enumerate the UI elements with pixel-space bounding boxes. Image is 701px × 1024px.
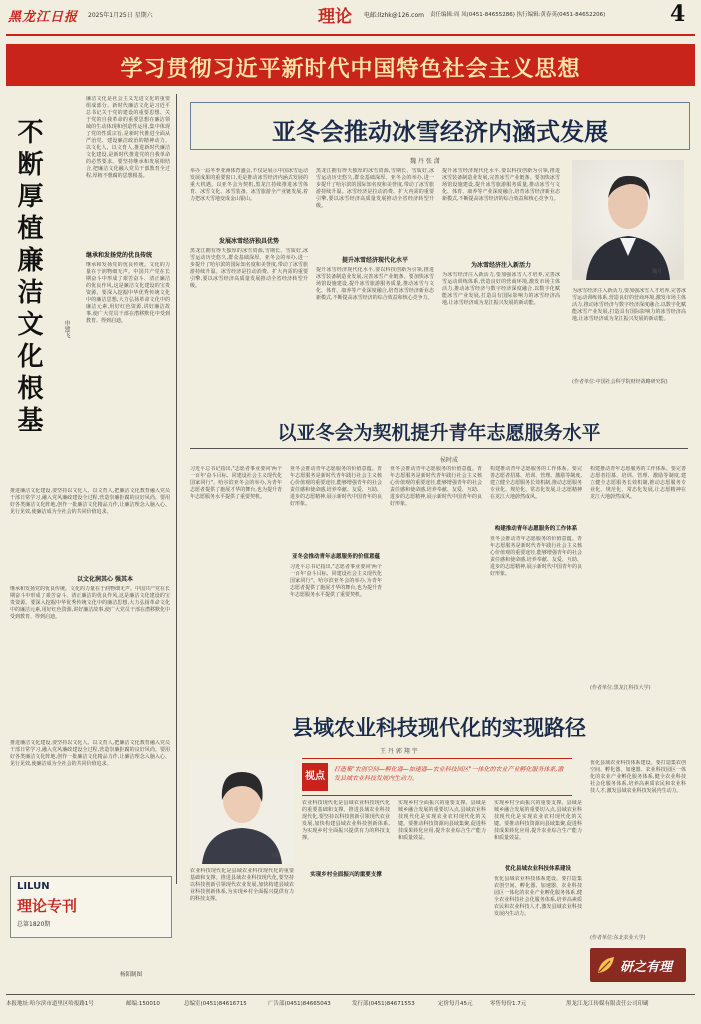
left-article-body-4: 继承和发扬党的优良传统。文化的力量在于润物细无声。中国共产党在长期奋斗中形成了艰苦奋斗、清正廉洁的优良作风,这是廉洁文化建设的宝贵资源。要深入挖掘中华优秀传统文化中的廉洁思想,大力弘扬革命文化中的廉洁元素,用好红色资源,讲好廉洁故事,使广大党员干部在潜移默化中受到教育、得到启迪。 xyxy=(10,586,170,620)
article3-col4b: 优化县域农业科技体系建设。要打造集农创空间、孵化器、加速器、农业科技园区一体化的农业产业孵化服务体系,健全农业科技社会化服务体系,培养高素质农民和农业科技人才,激发县域农业科技发展内生动力。 xyxy=(494,876,582,917)
article1-subhead-2: 提升冰雪经济现代化水平 xyxy=(341,257,408,264)
article1-note: (作者单位:中国社会科学院财经战略研究院) xyxy=(572,379,668,385)
article2-col2: 亚冬会推动青年志愿服务的价值意蕴。青年志愿服务是新时代青年践行社会主义核心价值观的重要途径,能够增强青年的社会责任感和使命感,培养奉献、友爱、互助、进步的志愿精神,展示新时代中国青年的良好形象。 xyxy=(290,466,382,507)
left-article-body-2: 继承和发扬党的优良传统。文化的力量在于润物细无声。中国共产党在长期奋斗中形成了艰苦奋斗、清正廉洁的优良作风,这是廉洁文化建设的宝贵资源。要深入挖掘中华优秀传统文化中的廉洁思想,大力弘扬革命文化中的廉洁元素,用好红色资源,讲好廉洁故事,使广大党员干部在潜移默化中受到教育、得到启迪。 xyxy=(86,262,170,324)
article2-col1: 习近平总书记指出,"志愿者事业要同'两个一百年'奋斗目标、同建设社会主义现代化国家同行"。哈尔滨亚冬会的举办,为青年志愿者提供了施展才华的舞台,也为提升青年志愿服务水平提供了重要契机。 xyxy=(190,466,282,500)
article3-note-right: (作者单位:东北农业大学) xyxy=(590,935,646,941)
article2-col2b: 习近平总书记指出,"志愿者事业要同'两个一百年'奋斗目标、同建设社会主义现代化国家同行"。哈尔滨亚冬会的举办,为青年志愿者提供了施展才华的舞台,也为提升青年志愿服务水平提供了重要契机。 xyxy=(290,564,382,598)
footer-distribution: 发行部(0451)84671553 xyxy=(352,1001,415,1007)
left-article-body-5: 推进廉洁文化建设,要坚持以文化人、以文育人,把廉洁文化教育融入党员干部日常学习,融入党风廉政建设全过程,营造崇廉拒腐的良好风尚。要用好各类廉洁文化阵地,创作一批廉洁文化精品力作,让廉洁理念入脑入心、见行见效,使廉洁成为全社会的共同价值追求。 xyxy=(10,740,170,767)
footer-postcode: 邮编:150010 xyxy=(126,1001,160,1007)
article2-author: 侯时成 xyxy=(440,457,459,464)
left-article-body-3: 推进廉洁文化建设,要坚持以文化人、以文育人,把廉洁文化教育融入党员干部日常学习,融入党风廉政建设全过程,营造崇廉拒腐的良好风尚。要用好各类廉洁文化阵地,创作一批廉洁文化精品力作,让廉洁理念入脑入心、见行见效,使廉洁成为全社会的共同价值追求。 xyxy=(10,488,170,515)
article3-col3: 实现乡村全面振兴的重要支撑。县域是城乡融合发展的重要切入点,县域农业科技现代化是实现农业农村现代化的关键。要推动科技资源向县域集聚,促进科技成果转化应用,提升农业综合生产能力和质量效益。 xyxy=(398,800,486,841)
article2-col3: 亚冬会推动青年志愿服务的价值意蕴。青年志愿服务是新时代青年践行社会主义核心价值观的重要途径,能够增强青年的社会责任感和使命感,培养奉献、友爱、互助、进步的志愿精神,展示新时代中国青年的良好形象。 xyxy=(390,466,482,507)
brand-issue: 总第1820期 xyxy=(17,921,51,928)
newspaper-name: 黑龙江日报 xyxy=(8,10,79,25)
article2-rule xyxy=(190,448,688,449)
left-article-headline xyxy=(10,118,50,478)
viewpoint-box xyxy=(302,758,572,796)
footer-general: 总编室(0451)84616715 xyxy=(184,1001,247,1007)
article2-note: (作者单位:黑龙江科技大学) xyxy=(590,685,651,691)
masthead-rule xyxy=(6,34,695,36)
article1-col2b: 提升冰雪经济现代化水平,要以科技创新为引领,推进冰雪装备制造业发展,完善冰雪产业链条。要加快冰雪场馆设施建设,提升冰雪旅游服务质量,推动冰雪与文化、体育、康养等产业深度融合,培育冰雪经济新业态新模式,不断提高冰雪经济的综合效益和核心竞争力。 xyxy=(316,267,434,301)
article3-author: 王 丹 郭 翔 宇 xyxy=(380,748,418,755)
footer-address: 本报地址:哈尔滨市道里区哈报路1号 xyxy=(6,1001,94,1007)
sidebar-editor: 杨阳制图 xyxy=(120,972,143,978)
left-article-author: 申建飞 xyxy=(63,320,70,338)
article3-col4: 实现乡村全面振兴的重要支撑。县域是城乡融合发展的重要切入点,县域农业科技现代化是实现农业农村现代化的关键。要推动科技资源向县域集聚,促进科技成果转化应用,提升农业综合生产能力和质量效益。 xyxy=(494,800,582,841)
brand-cn: 理论专刊 xyxy=(17,897,78,915)
viewpoint-text: 打造集"农创空间—孵化器—加速器—农业科技园区"一体化的农业产业孵化服务体系,激发县域农业科技发展内生动力。 xyxy=(334,766,564,782)
column-divider-left xyxy=(176,94,177,884)
article1-col1: 举办一届冬季亚洲体育盛会,不仅是展示中国冰雪运动发展成果的重要窗口,更是推动冰雪经济内涵式发展的重大机遇。以亚冬会为契机,黑龙江持续推进冰雪体育、冰雪文化、冰雪装备、冰雪旅游全产业链发展,着力把冰天雪地变成金山银山。 xyxy=(190,168,308,202)
article1-portrait-caption: 魏丹 xyxy=(652,269,663,275)
article3-col1: 农业科技现代化是县域农业科技现代化的重要基础和支撑。推进县域农业科技现代化,要坚持以科技创新引领现代农业发展,加快构建县域农业科技创新体系,为实现乡村全面振兴提供有力的科技支撑。 xyxy=(190,868,294,902)
left-subhead-2: 以文化润其心 强其本 xyxy=(76,576,134,583)
article2-col5: 构建推动青年志愿服务的工作体系。要完善志愿者招募、培训、管理、激励等制度,建立健全志愿服务长效机制,推动志愿服务专业化、规范化、常态化发展,让志愿精神在龙江大地蔚然成风。 xyxy=(590,466,686,500)
footer-price-month: 定价每月45元 xyxy=(438,1001,473,1007)
article1-headline: 亚冬会推动冰雪经济内涵式发展 xyxy=(272,117,608,146)
date-line: 2025年1月25日 星期六 xyxy=(88,12,153,19)
brand-box xyxy=(10,876,172,938)
banner-text: 学习贯彻习近平新时代中国特色社会主义思想 xyxy=(120,57,581,82)
footer-ad: 广告部(0451)84665043 xyxy=(268,1001,331,1007)
footer-printer: 黑龙江龙江传媒有限责任公司印刷 xyxy=(566,1001,649,1007)
article1-author: 魏 丹 张 潇 xyxy=(410,158,440,165)
article1-col3: 提升冰雪经济现代化水平,要以科技创新为引领,推进冰雪装备制造业发展,完善冰雪产业链条。要加快冰雪场馆设施建设,提升冰雪旅游服务质量,推动冰雪与文化、体育、康养等产业深度融合,培育冰雪经济新业态新模式,不断提高冰雪经济的综合效益和核心竞争力。 xyxy=(442,168,560,202)
page-number: 4 xyxy=(670,1,686,27)
article3-portrait xyxy=(190,760,294,864)
footer xyxy=(6,999,695,1013)
article3-subhead-1: 实现乡村全面振兴的重要支撑 xyxy=(302,870,390,878)
article2-col4b: 亚冬会推动青年志愿服务的价值意蕴。青年志愿服务是新时代青年践行社会主义核心价值观的重要途径,能够增强青年的社会责任感和使命感,培养奉献、友爱、互助、进步的志愿精神,展示新时代中国青年的良好形象。 xyxy=(490,536,582,577)
logo-badge-text: 研之有理 xyxy=(620,960,673,975)
article2-subhead-1: 亚冬会推动青年志愿服务的价值意蕴 xyxy=(291,554,380,560)
article1-portrait xyxy=(572,160,684,280)
left-subhead-1: 继承和发扬党的优良传统 xyxy=(86,252,153,259)
section-title: 理论 xyxy=(318,7,352,27)
article3-headline: 县域农业科技现代化的实现路径 xyxy=(292,715,586,740)
brand-en: LILUN xyxy=(17,881,50,892)
article1-col3b: 为冰雪经济注入新活力,要加强冰雪人才培养,完善冰雪运动训练体系,营造良好的营商环境,激发市场主体活力,推动冰雪经济与数字经济深度融合,以数字化赋能冰雪产业发展,打造具有国际影响力的冰雪经济高地,让冰雪经济成为龙江振兴发展的新动能。 xyxy=(442,272,560,306)
article3-subhead-2: 优化县域农业科技体系建设 xyxy=(504,866,571,872)
email-line: 电邮:llzhk@126.com xyxy=(364,12,424,19)
footer-price-retail: 零售每份1.7元 xyxy=(490,1001,527,1007)
article1-col1b: 黑龙江拥有得天独厚的冰雪资源,雪期长、雪质好,冰雪运动历史悠久,群众基础深厚。亚冬会的举办,进一步提升了哈尔滨的国际知名度和美誉度,带动了冰雪旅游持续升温。冰雪经济是拉动消费、扩大内需的重要引擎,要以冰雪经济高质量发展推动全省经济转型升级。 xyxy=(190,248,308,289)
article2-col4: 构建推动青年志愿服务的工作体系。要完善志愿者招募、培训、管理、激励等制度,建立健全志愿服务长效机制,推动志愿服务专业化、规范化、常态化发展,让志愿精神在龙江大地蔚然成风。 xyxy=(490,466,582,500)
article1-subhead-1: 发展冰雪经济独具优势 xyxy=(218,238,279,245)
headline-vertical-text: 不断厚植廉洁文化根基 xyxy=(13,118,43,438)
article1-headline-box xyxy=(190,102,690,150)
article1-subhead-3: 为冰雪经济注入新活力 xyxy=(470,262,531,269)
theme-banner xyxy=(6,44,695,86)
editors-line: 责任编辑:周 凤(0451-84655286) 执行编辑:黄春英(0451-84652206) xyxy=(430,12,606,18)
article2-headline: 以亚冬会为契机提升青年志愿服务水平 xyxy=(277,422,601,444)
article3-portrait-caption: 王丹 xyxy=(270,853,281,859)
article2-subhead-2: 构建推动青年志愿服务的工作体系 xyxy=(494,526,578,532)
footer-rule xyxy=(6,994,695,995)
article3-col5: 优化县域农业科技体系建设。要打造集农创空间、孵化器、加速器、农业科技园区一体化的农业产业孵化服务体系,健全农业科技社会化服务体系,培养高素质农民和农业科技人才,激发县域农业科技发展内生动力。 xyxy=(590,760,686,794)
left-article-body-1: 廉洁文化是社会主义先进文化的重要组成部分。新时代廉洁文化是习近平总书记关于党的建设的重要思想、关于党的自我革命的重要思想在廉洁领域的生动体现和创造性运用,集中体现了党的性质宗旨,是新时代推进全面从严治党、建设廉洁政治的精神动力。以文化人、以文育人,推进新时代廉洁文化建设,是新时代推进党的自我革命的必然要求。要坚持继承和发展相结合,把廉洁文化融入党员干部教育全过程,厚植不想腐的思想根基。 xyxy=(86,96,170,179)
logo-badge xyxy=(590,948,686,982)
article1-col4: 为冰雪经济注入新活力,要加强冰雪人才培养,完善冰雪运动训练体系,营造良好的营商环境,激发市场主体活力,推动冰雪经济与数字经济深度融合,以数字化赋能冰雪产业发展,打造具有国际影响力的冰雪经济高地,让冰雪经济成为龙江振兴发展的新动能。 xyxy=(572,288,686,322)
masthead xyxy=(0,0,701,38)
article1-col2: 黑龙江拥有得天独厚的冰雪资源,雪期长、雪质好,冰雪运动历史悠久,群众基础深厚。亚冬会的举办,进一步提升了哈尔滨的国际知名度和美誉度,带动了冰雪旅游持续升温。冰雪经济是拉动消费、扩大内需的重要引擎,要以冰雪经济高质量发展推动全省经济转型升级。 xyxy=(316,168,434,209)
article3-col2: 农业科技现代化是县域农业科技现代化的重要基础和支撑。推进县域农业科技现代化,要坚持以科技创新引领现代农业发展,加快构建县域农业科技创新体系,为实现乡村全面振兴提供有力的科技支撑。 xyxy=(302,800,390,841)
viewpoint-label: 视点 xyxy=(302,763,328,791)
leaf-icon xyxy=(594,953,618,977)
